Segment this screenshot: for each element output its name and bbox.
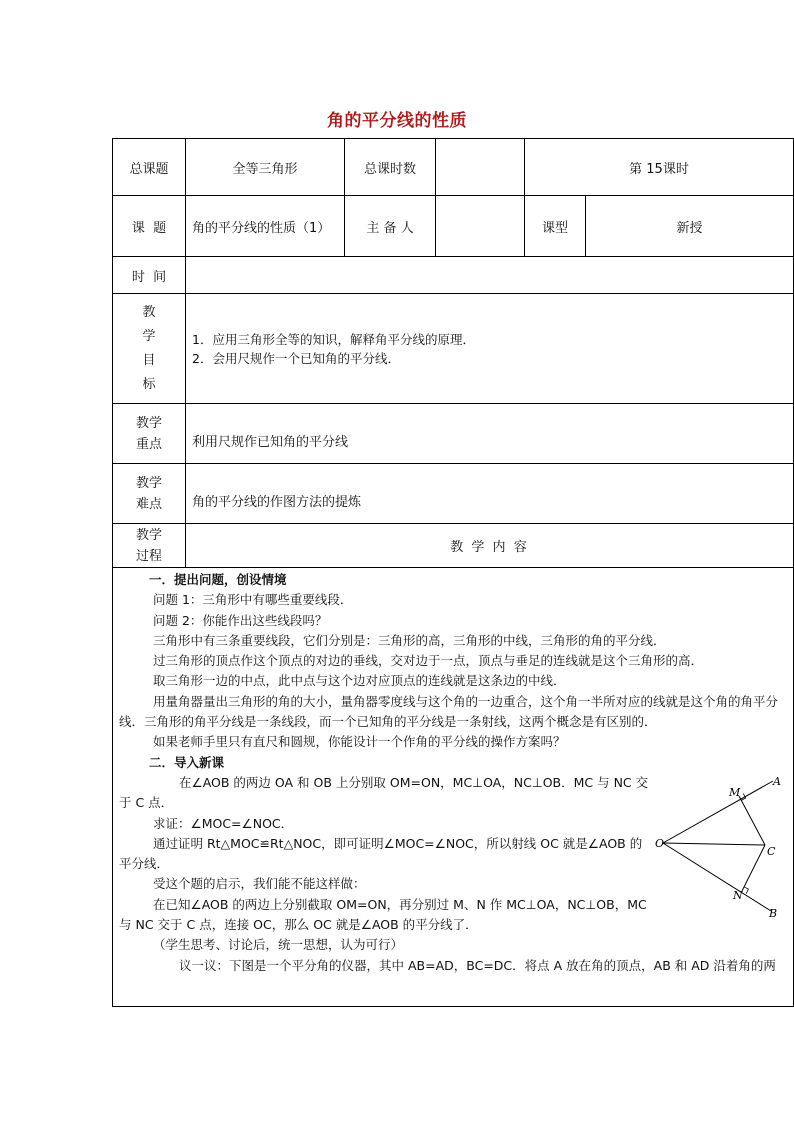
goals-label: [113, 294, 186, 404]
paragraph: 议一议：下图是一个平分角的仪器，其中 AB=AD，BC=DC．将点 A 放在角的顶点，AB 和 AD 沿着角的两: [179, 957, 776, 973]
key-point-label-line: 教学: [135, 415, 162, 431]
goals-label-char: 学: [142, 328, 156, 344]
page-title: 角的平分线的性质: [327, 111, 467, 131]
type-label: 课型: [525, 196, 586, 257]
process-label-line: 过程: [135, 548, 162, 564]
paragraph: （学生思考、讨论后，统一思想，认为可行）: [153, 937, 404, 953]
goals-content: [186, 294, 794, 404]
paragraph: 通过证明 Rt△MOC≌Rt△NOC，即可证明∠MOC=∠NOC，所以射线 OC 就是∠AOB 的平分线．: [119, 835, 643, 872]
question-1: 问题 1：三角形中有哪些重要线段．: [153, 592, 353, 608]
key-point-row: [113, 404, 794, 464]
section-2-heading: 二．导入新课: [149, 754, 225, 770]
header-row-3: [113, 257, 794, 294]
process-header: 教 学 内 容: [186, 524, 794, 568]
content-row: [113, 568, 794, 1007]
type-value: 新授: [586, 196, 794, 257]
topic-value: 全等三角形: [186, 139, 345, 196]
paragraph: 如果老师手里只有直尺和圆规，你能设计一个作角的平分线的操作方案吗？: [153, 734, 566, 750]
difficulty-label-line: 难点: [135, 496, 162, 512]
paragraph: 取三角形一边的中点，此中点与这个边对应顶点的连线就是这条边的中线．: [153, 673, 566, 689]
difficulty-label: [113, 464, 186, 524]
difficulty-text: 角的平分线的作图方法的提炼: [192, 495, 362, 510]
goals-label-char: 教: [142, 304, 156, 320]
header-row-1: [113, 139, 794, 196]
lesson-number: 第 15课时: [525, 139, 794, 196]
paragraph: 在已知∠AOB 的两边上分别截取 OM=ON，再分别过 M、N 作 MC⊥OA，NC⊥OB，MC 与 NC 交于 C 点，连接 OC，那么 OC 就是∠AOB 的平分线了．: [119, 896, 647, 933]
lesson-plan-table: [112, 138, 794, 1007]
process-row: [113, 524, 794, 568]
difficulty-value: [186, 464, 794, 524]
preparer-value: [436, 196, 525, 257]
question-2: 问题 2：你能作出这些线段吗？: [153, 612, 328, 628]
key-point-value: [186, 404, 794, 464]
teaching-content: [113, 568, 794, 1007]
process-label: [113, 524, 186, 568]
right-angle-mark-m: [741, 794, 745, 801]
hours-value: [436, 139, 525, 196]
key-point-label: [113, 404, 186, 464]
point-label-b: B: [769, 907, 778, 918]
difficulty-label-line: 教学: [135, 475, 162, 491]
paragraph: 受这个题的启示，我们能不能这样做：: [153, 876, 366, 892]
ray-oa: [663, 781, 773, 843]
goals-label-char: 标: [142, 376, 156, 392]
point-label-a: A: [773, 775, 781, 788]
difficulty-row: [113, 464, 794, 524]
goals-label-char: 目: [142, 352, 156, 368]
section-1-heading: 一．提出问题，创设情境: [149, 572, 287, 587]
goals-row: [113, 294, 794, 404]
topic-label: 总课题: [113, 139, 186, 196]
goal-item: 2．会用尺规作一个已知角的平分线．: [192, 350, 400, 366]
point-label-n: N: [733, 889, 743, 902]
preparer-label: 主 备 人: [345, 196, 436, 257]
paragraph: 过三角形的顶点作这个顶点的对边的垂线，交对边于一点，顶点与垂足的连线就是这个三角形的高．: [153, 653, 704, 669]
ray-ob: [663, 843, 771, 911]
time-label: 时 间: [113, 257, 186, 294]
segment-mc: [739, 796, 765, 845]
goal-item: 1．应用三角形全等的知识，解释角平分线的原理．: [192, 331, 475, 347]
point-label-m: M: [729, 786, 741, 799]
key-point-text: 利用尺规作已知角的平分线: [192, 435, 349, 450]
segment-nc: [742, 845, 765, 891]
lesson-value: 角的平分线的性质（1）: [186, 196, 345, 257]
paragraph: 用量角器量出三角形的角的大小，量角器零度线与这个角的一边重合，这个角一半所对应的线就是这个角的角平分线．三角形的角平分线是一条线段，而一个已知角的平分线是一条射线，这两个概念是有区别的．: [119, 693, 779, 730]
angle-bisector-figure: [655, 773, 783, 918]
lesson-label: 课 题: [113, 196, 186, 257]
hours-label: 总课时数: [345, 139, 436, 196]
segment-oc: [663, 843, 765, 845]
paragraph: 求证：∠MOC=∠NOC．: [153, 815, 294, 831]
point-label-c: C: [767, 845, 776, 858]
key-point-label-line: 重点: [135, 436, 162, 452]
point-label-o: O: [655, 837, 665, 850]
process-label-line: 教学: [135, 527, 162, 543]
paragraph: 三角形中有三条重要线段，它们分别是：三角形的高，三角形的中线，三角形的角的平分线．: [153, 632, 666, 648]
header-row-2: [113, 196, 794, 257]
time-value: [186, 257, 794, 294]
paragraph: 在∠AOB 的两边 OA 和 OB 上分别取 OM=ON，MC⊥OA，NC⊥OB．MC 与 NC 交于 C 点．: [119, 774, 649, 811]
right-angle-mark-n: [744, 887, 748, 894]
